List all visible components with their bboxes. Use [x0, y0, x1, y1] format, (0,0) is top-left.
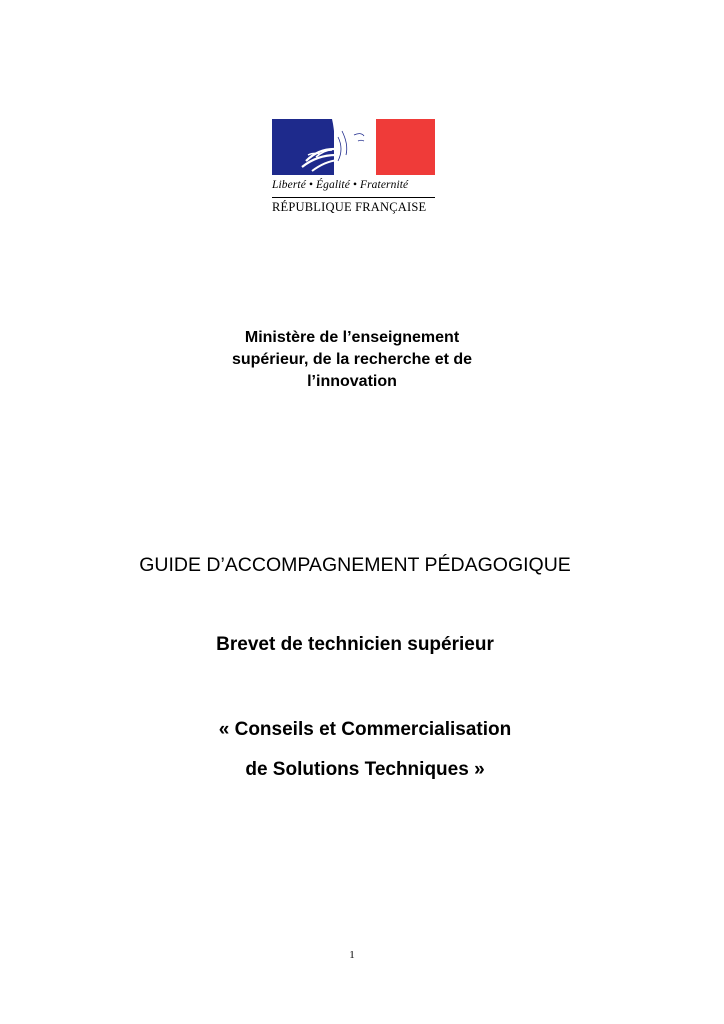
logo-divider [272, 197, 435, 198]
logo-motto: Liberté • Égalité • Fraternité [272, 179, 409, 191]
specialty-line-2: de Solutions Techniques » [245, 759, 485, 780]
republique-francaise-logo [272, 119, 436, 219]
specialty-line-1: « Conseils et Commercialisation [218, 719, 512, 740]
marianne-flag-icon [272, 119, 435, 175]
guide-title: GUIDE D’ACCOMPAGNEMENT PÉDAGOGIQUE [139, 554, 571, 576]
ministry-line-1: Ministère de l’enseignement [244, 329, 460, 346]
logo-republic-label: RÉPUBLIQUE FRANÇAISE [272, 200, 427, 214]
ministry-line-3: l’innovation [307, 373, 397, 390]
ministry-name [150, 327, 554, 393]
ministry-line-2: supérieur, de la recherche et de [231, 351, 473, 368]
specialty-title [100, 710, 630, 790]
diploma-title: Brevet de technicien supérieur [216, 634, 494, 655]
page-number: 1 [349, 949, 355, 961]
